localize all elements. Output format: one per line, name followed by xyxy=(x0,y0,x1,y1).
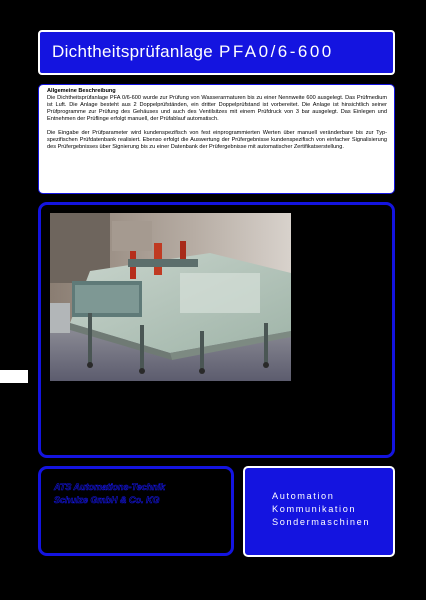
page-title: Dichtheitsprüfanlage xyxy=(52,42,213,61)
machine-photo xyxy=(50,213,291,381)
slogan-kommunikation: Kommunikation xyxy=(272,504,357,514)
slogan-automation: Automation xyxy=(272,491,335,501)
description-heading: Allgemeine Beschreibung xyxy=(47,88,116,94)
description-paragraph-2: Die Eingabe der Prüfparameter wird kundenspezifisch von fest einprogrammierten Werten über manuell veränderbare bis zur Typ-spezifischen Prüfdatenbank realisiert. Ebenso erfolgt die Auswertung der Prüfergebnisse kundenspezifisch von einfacher Signalisierung des Prüfergebnisses über Signierung bis zu einer Datenbank der Prüfergebnisse mit automatischer Zertifikatserstellung. xyxy=(47,130,387,150)
slogan-panel xyxy=(243,466,395,557)
description-paragraph-1: Die Dichtheitsprüfanlage PFA 0/6-600 wurde zur Prüfung von Wasserarmaturen bis zu einer Nennweite 600 ausgelegt. Das Prüfmedium ist Luft. Die Anlage besteht aus 2 Doppelprüfständen, ein dritter Doppelprüfstand ist vorbereitet. Die Anlage ist hinsichtlich seiner Prüfprogramme zur Prüfung des Gehäuses und auch des Ventilsitzes mit einem Prüfdruck von 3 bar ausgelegt. Das Einlegen und Entnehmen der Prüflinge erfolgt manuell, der Prüfablauf automatisch. xyxy=(47,95,387,122)
description-panel xyxy=(38,84,395,194)
company-name-line-1: ATS Automations-Technik xyxy=(54,482,166,492)
model-number: PFA0/6-600 xyxy=(218,42,334,61)
photo-panel xyxy=(38,202,395,458)
company-name-line-2: Schulze GmbH & Co. KG xyxy=(54,495,160,505)
side-marker xyxy=(0,370,28,383)
company-panel xyxy=(38,466,234,556)
title-banner xyxy=(38,30,395,75)
slogan-sondermaschinen: Sondermaschinen xyxy=(272,517,371,527)
